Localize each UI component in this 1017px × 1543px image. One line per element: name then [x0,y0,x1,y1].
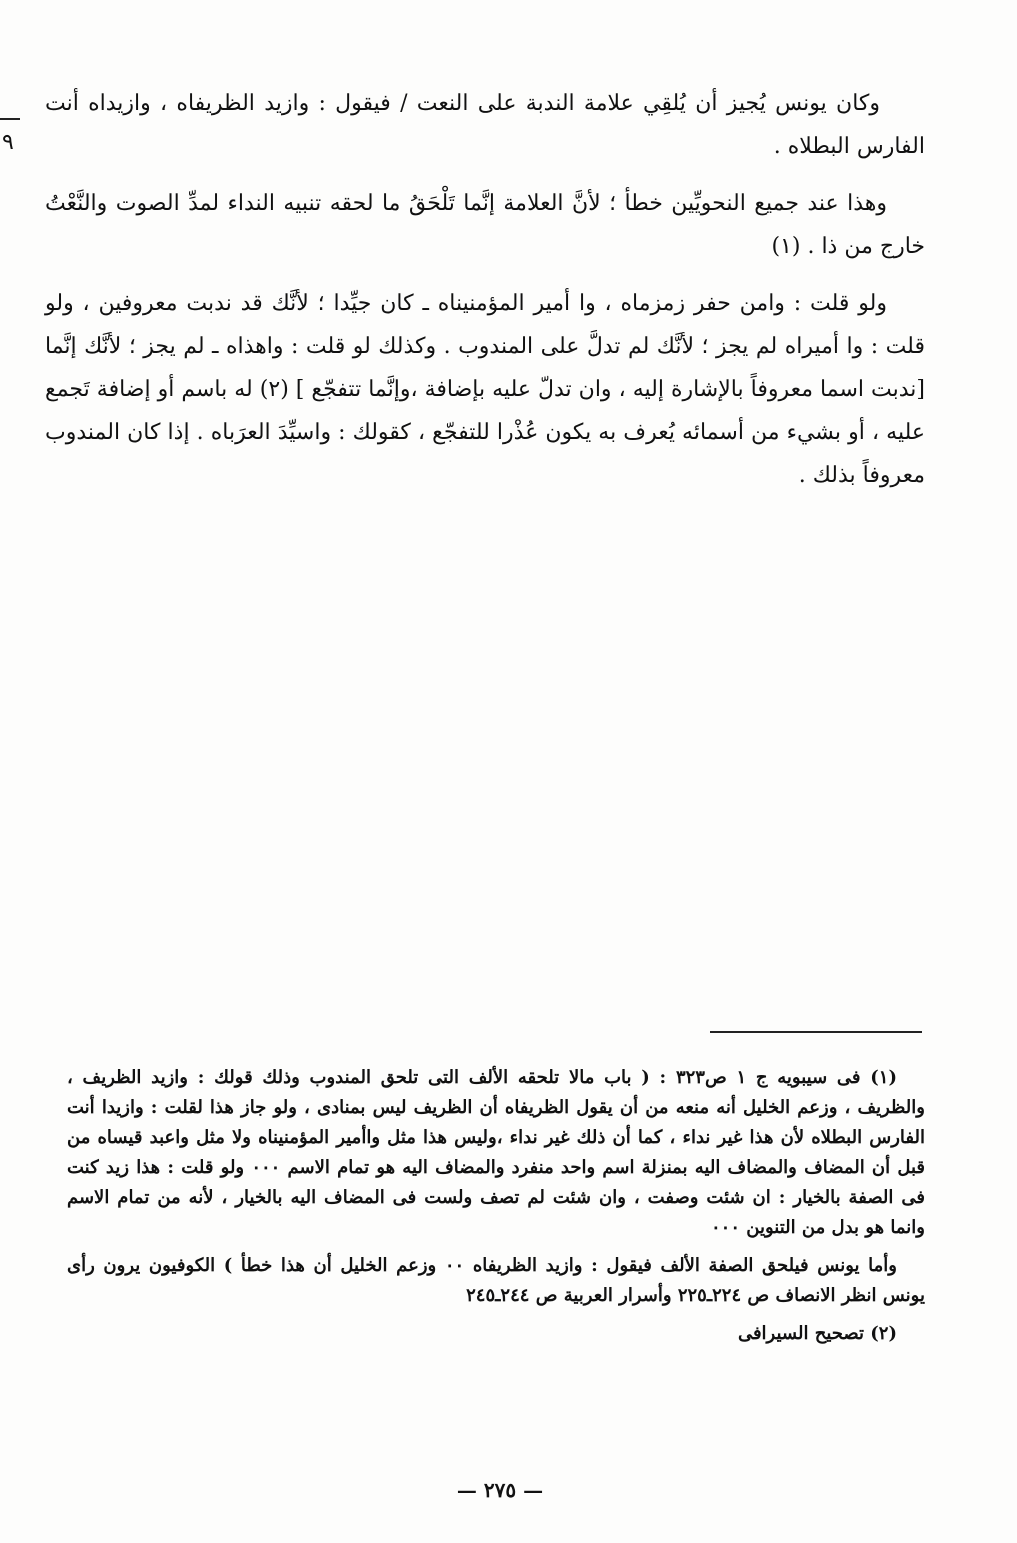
margin-number: ٩ [2,130,14,155]
paragraph: وهذا عند جميع النحويِّين خطأ ؛ لأنَّ العلامة إنَّما تَلْحَقُ ما لحقه تنبيه النداء لمدِّ الصوت والنَّعْتُ خارج من ذا . (١) [45,191,925,259]
footnotes-section [67,1063,925,1357]
footnote: وأما يونس فيلحق الصفة الألف فيقول : وازيد الظريفاه ٠٠ وزعم الخليل أن هذا خطأ ) الكوفيون يرون رأى يونس انظر الانصاف ص ٢٢٤ـ٢٢٥ وأسرار العربية ص ٢٤٤ـ٢٤٥ [67,1255,925,1306]
footnote-separator [710,1031,922,1033]
margin-mark-rule [0,118,20,120]
paragraph: ولو قلت : وامن حفر زمزماه ، وا أمير المؤمنيناه ـ كان جيِّدا ؛ لأنَّك قد ندبت معروفين ، ولو قلت : وا أميراه لم يجز ؛ لأنَّك لم تدلَّ على المندوب . وكذلك لو قلت : واهذاه ـ لم يجز ؛ لأنَّك إنَّما [ندبت اسما معروفاً بالإشارة إليه ، وان تدلّ عليه بإضافة ،وإنَّما تتفجّع ] (٢) له باسم أو إضافة تَجمع عليه ، أو بشيء من أسمائه يُعرف به يكون عُذْرا للتفجّع ، كقولك : واسيِّدَ العرَباه . إذا كان المندوب معروفاً بذلك . [45,291,925,488]
page-number: — ٢٧٥ — [456,1478,544,1502]
footnote: (٢) تصحيح السيرافى [737,1323,897,1344]
footnote: (١) فى سيبويه ج ١ ص٣٢٣ : ( باب مالا تلحقه الألف التى تلحق المندوب وذلك قولك : وازيد الظريف ، والظريف ، وزعم الخليل أنه منعه من أن يقول الظريفاه أن الظريف ليس بمنادى ، ولو جاز هذا لقلت : وازيدا أنت الفارس البطلاه لأن هذا غير نداء ، كما أن ذلك غير نداء ،وليس هذا مثل واأمير المؤمنيناه ولا مثل واعبد قيساه من قبل أن المضاف والمضاف اليه بمنزلة اسم واحد منفرد والمضاف اليه هو تمام الاسم ٠٠٠ ولو قلت : هذا زيد كنت فى الصفة بالخيار : ان شئت وصفت ، وان شئت لم تصف ولست فى المضاف اليه بالخيار ، لأنه من تمام الاسم وانما هو بدل من التنوين ٠٠٠ [67,1067,926,1238]
main-text-body [45,82,925,511]
paragraph: وكان يونس يُجيز أن يُلقِي علامة الندبة على النعت / فيقول : وازيد الظريفاه ، وازيداه أنت الفارس البطلاه . [45,91,925,159]
